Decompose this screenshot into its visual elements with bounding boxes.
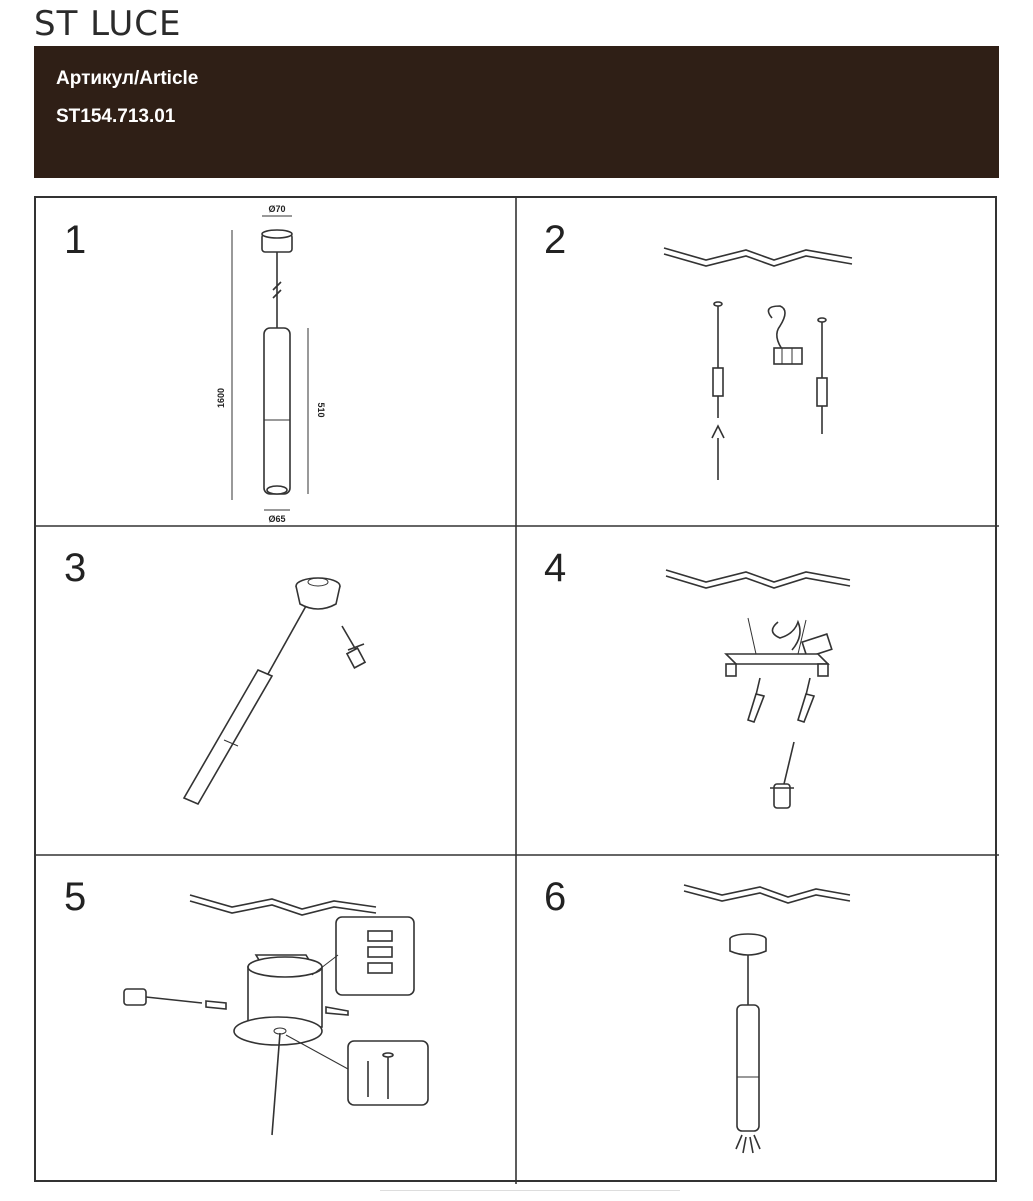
article-label: Артикул/Article <box>56 68 199 89</box>
dim-body-height: 510 <box>316 402 326 418</box>
brand-logo: ST LUCE <box>34 4 182 44</box>
step-number: 5 <box>64 875 87 919</box>
step-number: 1 <box>64 218 87 262</box>
footer-rule <box>380 1190 680 1201</box>
dim-total-height: 1600 <box>216 387 226 409</box>
pendant-dimension-drawing <box>36 198 516 526</box>
article-banner <box>34 46 999 178</box>
article-code: ST154.713.01 <box>56 106 176 127</box>
step-number: 4 <box>544 546 567 590</box>
disassemble-canopy-drawing <box>36 526 516 855</box>
instruction-grid <box>34 196 997 1182</box>
step-number: 3 <box>64 546 87 590</box>
final-assembly-drawing <box>516 855 999 1184</box>
dim-top-diameter: Ø70 <box>268 204 286 214</box>
step-number: 6 <box>544 875 567 919</box>
dim-bottom-diameter: Ø65 <box>268 514 286 524</box>
step-number: 2 <box>544 218 567 262</box>
step-3-panel <box>36 526 516 855</box>
step-6-panel <box>516 855 999 1184</box>
step-2-panel <box>516 198 999 526</box>
step-4-panel <box>516 526 999 855</box>
wiring-connection-drawing <box>36 855 516 1184</box>
mounting-bracket-drawing <box>516 526 999 855</box>
step-5-panel <box>36 855 516 1184</box>
ceiling-anchors-drawing <box>516 198 999 526</box>
step-1-panel <box>36 198 516 526</box>
